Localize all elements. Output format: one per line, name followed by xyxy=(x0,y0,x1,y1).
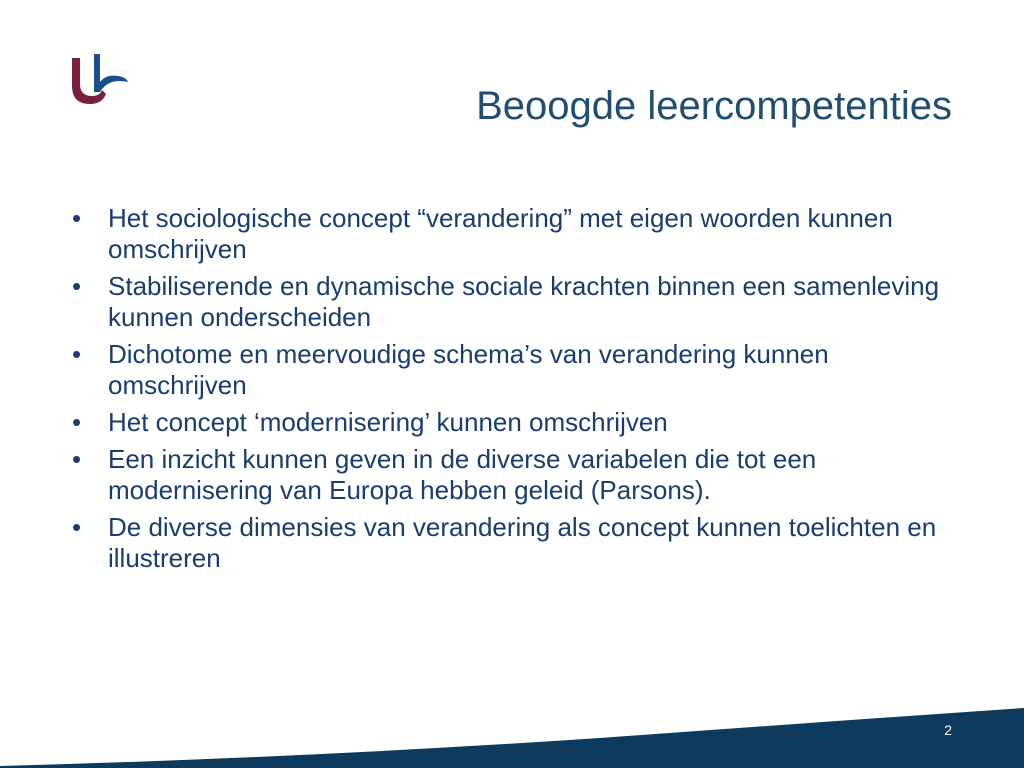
bullet-item xyxy=(68,203,958,265)
bullet-icon: • xyxy=(72,407,82,437)
bullet-text: Dichotome en meervoudige schema’s van verandering kunnen omschrijven xyxy=(108,339,829,400)
slide-title: Beoogde leercompetenties xyxy=(476,84,952,128)
bullet-icon: • xyxy=(72,512,82,542)
page-number: 2 xyxy=(944,722,952,738)
bullet-text: Stabiliserende en dynamische sociale krachten binnen een samenleving kunnen onderscheiden xyxy=(108,271,940,332)
bullet-icon: • xyxy=(72,203,82,233)
bullet-text: Het sociologische concept “verandering” met eigen woorden kunnen omschrijven xyxy=(108,203,893,264)
bullet-icon: • xyxy=(72,444,82,474)
bullet-item xyxy=(68,512,958,574)
bullet-text: Het concept ‘modernisering’ kunnen omschrijven xyxy=(108,407,668,437)
bullet-icon: • xyxy=(72,271,82,301)
bullet-item xyxy=(68,339,958,401)
university-logo-icon xyxy=(66,52,130,108)
bullet-list xyxy=(68,203,958,580)
bullet-icon: • xyxy=(72,339,82,369)
bullet-item xyxy=(68,407,958,438)
footer-wave xyxy=(0,708,1024,768)
bullet-text: Een inzicht kunnen geven in de diverse variabelen die tot een modernisering van Europa hebben geleid (Parsons). xyxy=(108,444,817,505)
bullet-text: De diverse dimensies van verandering als concept kunnen toelichten en illustreren xyxy=(108,512,937,573)
bullet-item xyxy=(68,444,958,506)
bullet-item xyxy=(68,271,958,333)
